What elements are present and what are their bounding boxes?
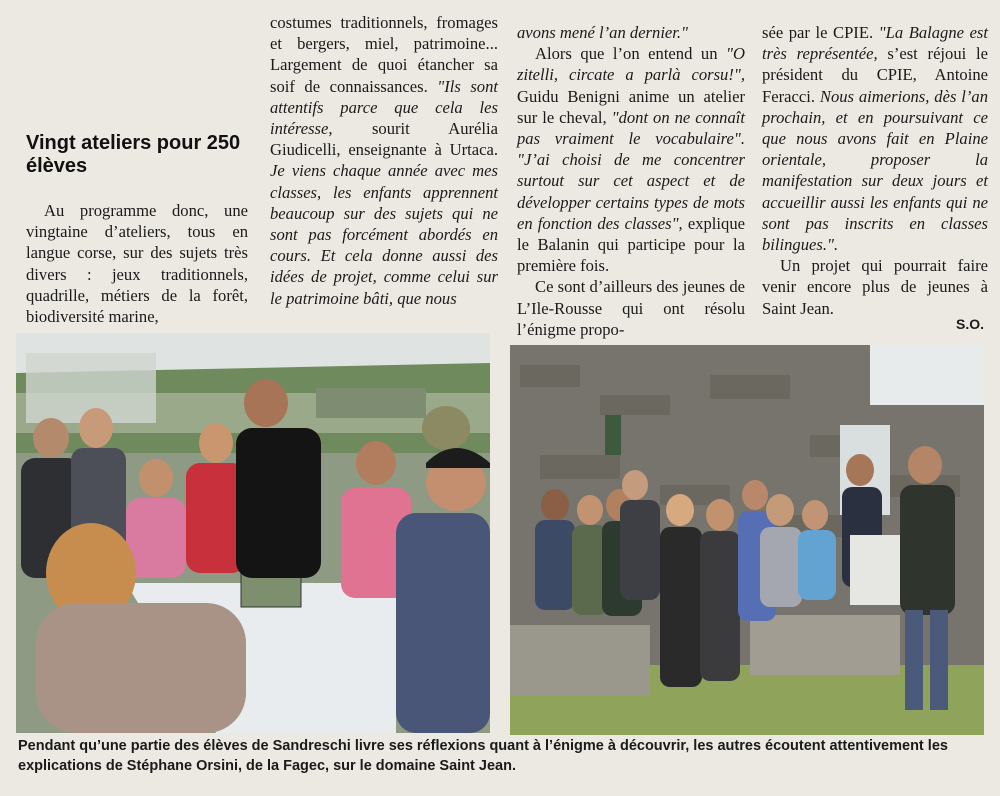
article-column-2 — [270, 12, 498, 309]
article-column-3 — [517, 22, 745, 340]
column-1-text: Au programme donc, une vingtaine d’ateliers, tous en langue corse, sur des sujets très divers : jeux traditionnels, quadrille, métiers de la forêt, biodiversité marine, — [26, 201, 248, 327]
photo-stone-ruins-group — [510, 345, 984, 735]
photo-workshop-children — [16, 333, 490, 733]
column-4-quote-b: Nous aimerions, dès l’an prochain, et en poursuivant ce que nous avons fait en Plaine orientale, proposer la manifestation sur deux jours et accueillir aussi les enfants qui ne sont pas inscrits en classes bilingues.". — [762, 86, 989, 255]
column-3-text-b: Guidu Benigni anime un atelier sur le cheval, — [517, 86, 745, 127]
column-2-text-b: sourit Aurélia Giudicelli, enseignante à Urtaca. — [270, 119, 498, 160]
column-3-quote-a: "O zitelli, circate a parlà corsu!", — [517, 44, 745, 85]
column-2-quote-a: "Ils sont attentifs parce que cela les intéresse, — [270, 76, 498, 139]
column-3-text-c: explique le Balanin qui participe pour la première fois. — [517, 213, 745, 276]
article-column-4 — [762, 22, 988, 319]
column-3-quote-end: avons mené l’an dernier." — [517, 23, 689, 42]
column-4-paragraph — [762, 22, 988, 255]
column-4-text-c: Un projet qui pourrait faire venir encore plus de jeunes à Saint Jean. — [762, 256, 988, 318]
column-3-text-a: Alors que l’on entend un — [535, 44, 718, 64]
article-column-1 — [26, 200, 248, 327]
column-2-paragraph — [270, 12, 498, 309]
column-4-quote-a: "La Balagne est très représentée, — [762, 23, 988, 64]
photo-caption: Pendant qu’une partie des élèves de Sandreschi livre ses réflexions quant à l’énigme à découvrir, les autres écoutent attentivement les explications de Stéphane Orsini, de la Fagec, sur le domaine Saint Jean. — [18, 738, 948, 774]
column-3-quote-b: "dont on ne connaît pas vraiment le vocabulaire". "J’ai choisi de me concentrer surtout sur cet aspect et de développer certains types de mots en fonction des classes", — [517, 107, 745, 233]
author-signature: S.O. — [955, 316, 984, 332]
column-4-text-b: s’est réjoui le président du CPIE, Antoine Feracci. — [762, 44, 988, 106]
column-2-text-a: costumes traditionnels, fromages et bergers, miel, patrimoine... Largement de quoi étancher sa soif de connaissances. — [270, 13, 498, 96]
article-headline: Vingt ateliers pour 250 élèves — [26, 132, 241, 177]
column-2-quote-b: Je viens chaque année avec mes classes, les enfants apprennent beaucoup sur des sujets qui ne sont pas forcément abordés en cours. Et cela donne aussi des idées de projet, comme celui sur le patrimoine bâti, que nous — [270, 161, 498, 308]
column-3-paragraph — [517, 43, 745, 276]
column-3-text-d: Ce sont d’ailleurs des jeunes de L’Ile-Rousse qui ont résolu l’énigme propo- — [517, 277, 745, 339]
column-4-text-a: sée par le CPIE. — [762, 23, 874, 42]
